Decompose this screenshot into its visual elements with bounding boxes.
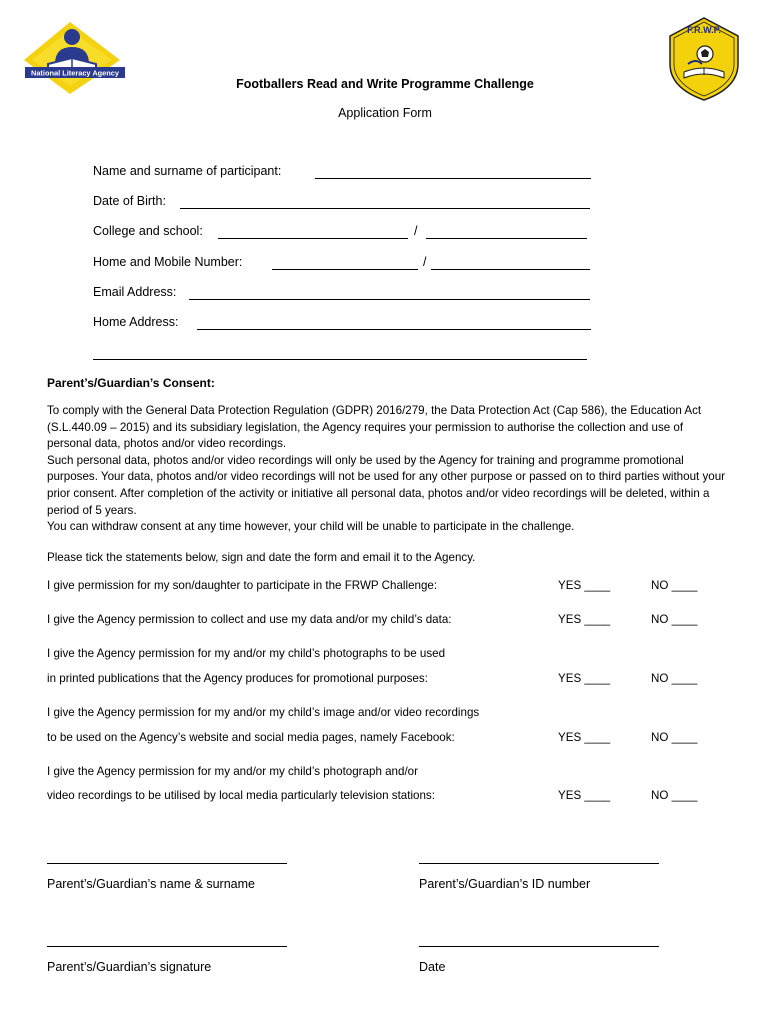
phone-number-label: Home and Mobile Number: [93,255,243,269]
consent-paragraph-2: Such personal data, photos and/or video recordings will only be used by the Agency for training and programme promotional purposes. Your data, photos and/or video recordings will not be used for any other purpose or passed on to third parties without your prior consent. After completion of the activity or initiative all personal data, photos and/or video recordings will be deleted, within a period of 5 years. [47,453,726,517]
date-line[interactable] [419,946,659,947]
guardian-signature-label: Parent’s/Guardian’s signature [47,960,212,974]
statement-photos-line-1: I give the Agency permission for my and/or my child’s photographs to be used [47,647,446,660]
consent-instruction: Please tick the statements below, sign and date the form and email it to the Agency. [47,551,476,564]
participant-name-label: Name and surname of participant: [93,164,282,178]
statement-local-media-line-1: I give the Agency permission for my and/or my child’s photograph and/or [47,765,418,778]
form-title: Footballers Read and Write Programme Challenge [236,77,534,91]
statement-data-use: I give the Agency permission to collect and use my data and/or my child’s data: [47,613,452,626]
form-subtitle: Application Form [338,106,432,120]
consent-paragraph-1: To comply with the General Data Protection Regulation (GDPR) 2016/279, the Data Protection Act (Cap 586), the Education Act (S.L.440.09 – 2015) and its subsidiary legislation, the Agency requires your permission to authorise the collection and use of personal data, photos and/or video recordings. [47,404,702,451]
statement-local-media-line-2: video recordings to be utilised by local media particularly television stations: [47,789,435,802]
consent-paragraph-3: You can withdraw consent at any time however, your child will be unable to participate in the challenge. [47,520,575,534]
college-school-label: College and school: [93,224,203,238]
home-address-line-2[interactable] [93,359,587,360]
date-of-birth-line[interactable] [180,208,590,209]
no-website-media[interactable]: NO ____ [651,731,698,744]
yes-printed-photos[interactable]: YES ____ [558,672,611,685]
statement-photos-line-2: in printed publications that the Agency produces for promotional purposes: [47,672,428,685]
date-of-birth-label: Date of Birth: [93,194,166,208]
home-number-line[interactable] [272,269,418,270]
phone-separator: / [423,255,427,269]
yes-website-media[interactable]: YES ____ [558,731,611,744]
consent-paragraph [47,403,727,536]
date-label: Date [419,960,446,974]
college-line[interactable] [218,238,408,239]
home-address-label: Home Address: [93,315,179,329]
no-participation[interactable]: NO ____ [651,579,698,592]
email-address-line[interactable] [189,299,590,300]
consent-heading: Parent’s/Guardian’s Consent: [47,376,215,390]
mobile-number-line[interactable] [431,269,590,270]
school-line[interactable] [426,238,587,239]
home-address-line-1[interactable] [197,329,591,330]
statement-website-line-1: I give the Agency permission for my and/or my child’s image and/or video recordings [47,706,480,719]
logo-text: National Literacy Agency [30,68,120,78]
yes-participation[interactable]: YES ____ [558,579,611,592]
guardian-name-label: Parent’s/Guardian’s name & surname [47,877,255,891]
guardian-signature-line[interactable] [47,946,287,947]
participant-name-line[interactable] [315,178,591,179]
frwp-logo-text: F.R.W.P. [687,25,721,35]
guardian-name-line[interactable] [47,863,287,864]
guardian-id-label: Parent’s/Guardian’s ID number [419,877,591,891]
email-address-label: Email Address: [93,285,177,299]
guardian-id-line[interactable] [419,863,659,864]
statement-website-line-2: to be used on the Agency’s website and social media pages, namely Facebook: [47,731,455,744]
yes-data-use[interactable]: YES ____ [558,613,611,626]
no-local-media[interactable]: NO ____ [651,789,698,802]
statement-participation: I give permission for my son/daughter to participate in the FRWP Challenge: [47,579,438,592]
no-printed-photos[interactable]: NO ____ [651,672,698,685]
no-data-use[interactable]: NO ____ [651,613,698,626]
college-separator: / [414,224,418,238]
yes-local-media[interactable]: YES ____ [558,789,611,802]
